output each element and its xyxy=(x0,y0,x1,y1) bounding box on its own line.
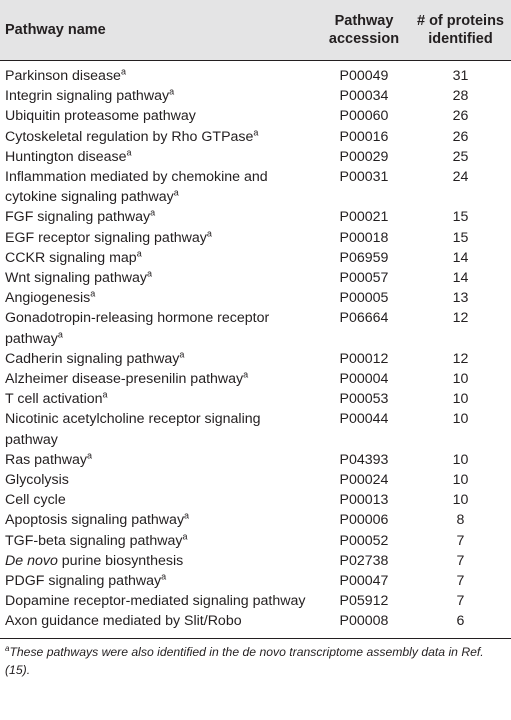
cell-protein-count: 7 xyxy=(456,532,465,549)
cell-pathway-accession: P00006 xyxy=(339,512,389,529)
table-row xyxy=(0,510,511,530)
cell-pathway-name xyxy=(0,409,318,449)
superscript-mark: a xyxy=(126,147,132,158)
pathway-name-text: PDGF signaling pathway xyxy=(5,573,162,590)
cell-protein-count: 10 xyxy=(452,451,469,468)
superscript-mark: a xyxy=(87,450,93,461)
cell-pathway-accession: P00052 xyxy=(339,532,389,549)
pathway-name-text: TGF-beta signaling pathway xyxy=(5,532,183,549)
cell-pathway-accession: P06959 xyxy=(339,249,389,266)
header-pathway-accession xyxy=(318,0,410,61)
cell-protein-count: 7 xyxy=(456,552,465,569)
cell-pathway-name xyxy=(0,106,318,126)
table-row xyxy=(0,389,511,409)
superscript-mark: a xyxy=(184,510,190,521)
table-row xyxy=(0,106,511,126)
cell-pathway-accession: P00057 xyxy=(339,270,389,287)
cell-pathway-accession: P00034 xyxy=(339,88,389,105)
cell-pathway-name xyxy=(0,510,318,530)
table-row xyxy=(0,61,511,87)
pathway-name-text: Cell cycle xyxy=(5,492,66,509)
cell-pathway-name xyxy=(0,147,318,167)
table-row xyxy=(0,86,511,106)
pathway-name-text: FGF signaling pathway xyxy=(5,209,151,226)
table-row xyxy=(0,308,511,348)
cell-pathway-accession: P04393 xyxy=(339,451,389,468)
pathway-name-text: Gonadotropin-releasing hormone receptor pathway xyxy=(5,310,270,347)
cell-pathway-accession: P00024 xyxy=(339,472,389,489)
table-row xyxy=(0,167,511,207)
pathway-name-text: Nicotinic acetylcholine receptor signaling pathway xyxy=(5,411,261,448)
cell-pathway-name xyxy=(0,571,318,591)
cell-pathway-name xyxy=(0,248,318,268)
cell-pathway-accession: P00031 xyxy=(339,169,389,186)
table-row xyxy=(0,207,511,227)
superscript-mark: a xyxy=(179,349,185,360)
superscript-mark: a xyxy=(146,268,152,279)
cell-pathway-name xyxy=(0,531,318,551)
cell-protein-count: 26 xyxy=(452,128,469,145)
table-body xyxy=(0,61,511,639)
cell-protein-count: 12 xyxy=(452,310,469,327)
header-protein-count xyxy=(410,0,511,61)
cell-protein-count: 10 xyxy=(452,411,469,428)
pathway-name-text: Parkinson disease xyxy=(5,68,121,84)
table-row xyxy=(0,228,511,248)
footnote-end: . xyxy=(26,662,31,677)
cell-pathway-accession: P06664 xyxy=(339,310,389,327)
cell-protein-count: 25 xyxy=(452,148,469,165)
pathway-name-text: Alzheimer disease-presenilin pathway xyxy=(5,371,244,388)
cell-pathway-accession: P00018 xyxy=(339,229,389,246)
header-count-line1: # of proteins xyxy=(416,13,504,29)
pathway-name-italic: De novo xyxy=(5,552,58,569)
pathway-name-text: Integrin signaling pathway xyxy=(5,88,170,105)
table-row xyxy=(0,450,511,470)
superscript-mark: a xyxy=(90,288,96,299)
cell-pathway-accession: P00047 xyxy=(339,573,389,590)
superscript-mark: a xyxy=(169,86,175,97)
cell-pathway-name xyxy=(0,268,318,288)
superscript-mark: a xyxy=(243,369,249,380)
superscript-mark: a xyxy=(136,248,142,259)
table-row xyxy=(0,268,511,288)
cell-protein-count: 12 xyxy=(452,350,469,367)
cell-pathway-name xyxy=(0,591,318,611)
cell-pathway-accession: P00005 xyxy=(339,290,389,307)
table-row xyxy=(0,147,511,167)
header-accession-line2: accession xyxy=(328,31,400,47)
header-pathway-name: Pathway name xyxy=(0,0,318,61)
cell-pathway-accession: P00044 xyxy=(339,411,389,428)
table-row xyxy=(0,611,511,638)
cell-pathway-name xyxy=(0,470,318,490)
cell-protein-count: 10 xyxy=(452,391,469,408)
cell-protein-count: 13 xyxy=(452,290,469,307)
superscript-mark: a xyxy=(102,389,108,400)
cell-pathway-accession: P00013 xyxy=(339,492,389,509)
superscript-mark: a xyxy=(182,530,188,541)
cell-protein-count: 31 xyxy=(452,68,469,84)
footnote-reference-link[interactable]: (15) xyxy=(5,662,27,677)
table-row xyxy=(0,369,511,389)
pathway-name-text: Angiogenesis xyxy=(5,290,91,307)
pathway-name-text: Cytoskeletal regulation by Rho GTPase xyxy=(5,128,254,145)
pathway-name-text: Axon guidance mediated by Slit/Robo xyxy=(5,613,242,630)
cell-pathway-accession: P00029 xyxy=(339,148,389,165)
superscript-mark: a xyxy=(253,126,259,137)
cell-pathway-name xyxy=(0,288,318,308)
cell-pathway-accession: P00004 xyxy=(339,371,389,388)
header-count-line2: identified xyxy=(428,31,493,47)
superscript-mark: a xyxy=(120,66,126,77)
pathway-name-text: Inflammation mediated by chemokine and cytokine signaling pathway xyxy=(5,169,268,206)
superscript-mark: a xyxy=(150,207,156,218)
cell-pathway-name xyxy=(0,349,318,369)
pathway-name-text: Ubiquitin proteasome pathway xyxy=(5,108,196,125)
cell-protein-count: 26 xyxy=(452,108,469,125)
cell-protein-count: 24 xyxy=(452,169,469,186)
cell-protein-count: 10 xyxy=(452,472,469,489)
footnote-mark: a xyxy=(5,643,10,653)
pathway-name-text: CCKR signaling map xyxy=(5,249,137,266)
pathway-name-text: EGF receptor signaling pathway xyxy=(5,229,207,246)
cell-pathway-accession: P00049 xyxy=(339,68,389,84)
cell-protein-count: 14 xyxy=(452,249,469,266)
cell-protein-count: 15 xyxy=(452,209,469,226)
cell-pathway-name xyxy=(0,450,318,470)
table-row xyxy=(0,470,511,490)
cell-protein-count: 10 xyxy=(452,371,469,388)
pathway-name-text: Cadherin signaling pathway xyxy=(5,350,180,367)
cell-pathway-name xyxy=(0,611,318,638)
header-accession-line1: Pathway xyxy=(334,13,394,29)
cell-pathway-name xyxy=(0,228,318,248)
pathway-name-text: Glycolysis xyxy=(5,472,69,489)
pathway-name-text: Ras pathway xyxy=(5,451,88,468)
table-row xyxy=(0,248,511,268)
cell-pathway-accession: P00012 xyxy=(339,350,389,367)
table-row xyxy=(0,490,511,510)
superscript-mark: a xyxy=(206,227,212,238)
pathway-name-text: Huntington disease xyxy=(5,148,127,165)
cell-pathway-accession: P02738 xyxy=(339,552,389,569)
cell-pathway-accession: P05912 xyxy=(339,593,389,610)
cell-protein-count: 14 xyxy=(452,270,469,287)
cell-pathway-name xyxy=(0,167,318,207)
table-row xyxy=(0,551,511,571)
cell-protein-count: 7 xyxy=(456,593,465,610)
table-row xyxy=(0,571,511,591)
superscript-mark: a xyxy=(173,187,179,198)
cell-pathway-name xyxy=(0,490,318,510)
table-row xyxy=(0,349,511,369)
footnote-text: These pathways were also identified in the de novo transcriptome assembly data in Ref. xyxy=(9,644,484,659)
pathway-name-text: Dopamine receptor-mediated signaling pathway xyxy=(5,593,306,610)
cell-protein-count: 15 xyxy=(452,229,469,246)
superscript-mark: a xyxy=(161,571,167,582)
pathway-name-text: Wnt signaling pathway xyxy=(5,270,147,287)
cell-pathway-accession: P00016 xyxy=(339,128,389,145)
pathway-name-text: purine biosynthesis xyxy=(57,552,184,569)
table-row xyxy=(0,591,511,611)
cell-pathway-accession: P00008 xyxy=(318,611,410,638)
cell-pathway-name xyxy=(0,61,318,87)
cell-pathway-name xyxy=(0,207,318,227)
pathway-name-text: Apoptosis signaling pathway xyxy=(5,512,185,529)
pathway-name-text: T cell activation xyxy=(5,391,103,408)
cell-protein-count: 28 xyxy=(452,88,469,105)
cell-protein-count: 6 xyxy=(410,611,511,638)
table-row xyxy=(0,531,511,551)
table-row xyxy=(0,127,511,147)
cell-pathway-accession: P00060 xyxy=(339,108,389,125)
cell-pathway-name xyxy=(0,369,318,389)
table-row xyxy=(0,288,511,308)
cell-pathway-name xyxy=(0,389,318,409)
table-row xyxy=(0,409,511,449)
cell-pathway-name xyxy=(0,308,318,348)
cell-pathway-accession: P00021 xyxy=(339,209,389,226)
cell-pathway-accession: P00053 xyxy=(339,391,389,408)
cell-pathway-name xyxy=(0,551,318,571)
cell-protein-count: 8 xyxy=(456,512,465,529)
superscript-mark: a xyxy=(57,328,63,339)
cell-protein-count: 10 xyxy=(452,492,469,509)
table-header xyxy=(0,0,511,61)
cell-protein-count: 7 xyxy=(456,573,465,590)
cell-pathway-name xyxy=(0,86,318,106)
cell-pathway-name xyxy=(0,127,318,147)
table-footnote xyxy=(0,639,511,679)
header-row xyxy=(0,0,511,61)
